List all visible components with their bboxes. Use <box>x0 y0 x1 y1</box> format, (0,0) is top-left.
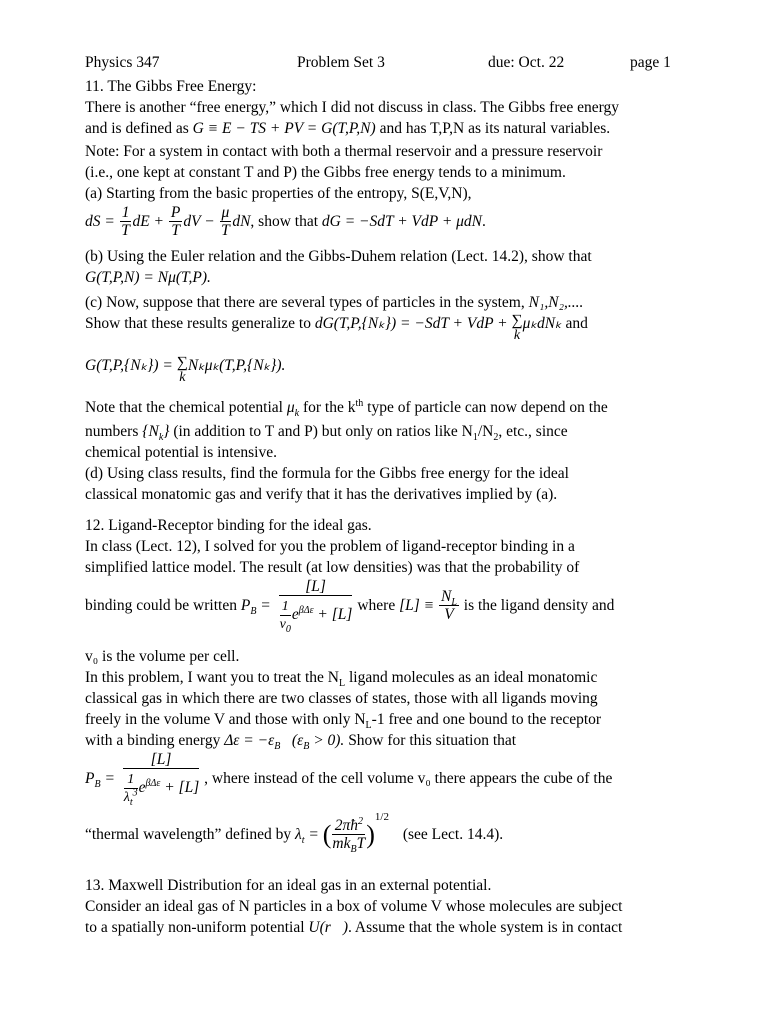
problem-12-heading: 12. Ligand-Receptor binding for the ideal gas. <box>85 517 372 534</box>
problem-12-line: simplified lattice model. The result (at low densities) was that the probability of <box>85 559 580 576</box>
problem-13-heading: 13. Maxwell Distribution for an ideal gas in an external potential. <box>85 877 492 894</box>
problem-13-line: to a spatially non-uniform potential U(r⃗). Assume that the whole system is in contact <box>85 919 623 936</box>
gibbs-definition-equation: G ≡ E − TS + PV = G(T,P,N) <box>192 120 376 137</box>
entropy-differential-equation: dS = $\frac{1}{T}$ dE + $\frac{P}{T}$ dV − $\frac{\mu}{T}$ dN, show that dG = −SdT + VdP + μdN. <box>85 204 486 239</box>
thermal-wavelength-equation: “thermal wavelength” defined by $\lambda_t$ = ( $\frac{2\pi ħ^2}{mk_BT}$ )$^{1/2}$ (see Lect. 14.4). <box>85 810 504 856</box>
problem-set-page <box>85 52 700 938</box>
generalized-gibbs-function: G(T,P,{Nₖ}) = ∑ k Nₖμₖ(T,P,{Nₖ}). <box>85 354 286 385</box>
problem-12-line: In this problem, I want you to treat the $N_L$ ligand molecules as an ideal monatomic <box>85 669 598 690</box>
gibbs-differential-equation: dG = −SdT + VdP + μdN <box>321 213 483 230</box>
note-chemical-potential: Note that the chemical potential $\mu_k$ for the $k^{th}$ type of particle can now depend on the <box>85 397 608 420</box>
problem-12-line: v₀ is the volume per cell. <box>85 648 240 665</box>
lattice-binding-probability-equation: binding could be written $P_B$ = [L] $\frac{1}{v_0}$ $e^{\beta\Delta\varepsilon} + [L]$ where [L] ≡ $\frac{N_L}{V}$ is the ligand density and <box>85 578 615 635</box>
page-header <box>85 52 700 76</box>
problem-12-line: freely in the volume V and those with only $N_L-1$ free and one bound to the receptor <box>85 711 602 732</box>
page-number: page 1 <box>630 54 671 71</box>
euler-result-equation: G(T,P,N) = Nμ(T,P). <box>85 269 211 286</box>
problem-11-line: There is another “free energy,” which I did not discuss in class. The Gibbs free energy <box>85 99 620 116</box>
part-d-line: classical monatomic gas and verify that it has the derivatives implied by (a). <box>85 486 558 503</box>
part-b-line: (b) Using the Euler relation and the Gibbs-Duhem relation (Lect. 14.2), show that <box>85 248 592 265</box>
problem-13-line: Consider an ideal gas of N particles in a box of volume V whose molecules are subject <box>85 898 623 915</box>
problem-11-heading: 11. The Gibbs Free Energy: <box>85 78 257 95</box>
ideal-gas-binding-probability-equation: $P_B$ = [L] $\frac{1}{\lambda_t^3}$ $e^{\beta\Delta\varepsilon} + [L]$ , where instead of the cell volume v₀ there appears the cube of the <box>85 751 613 808</box>
part-d-line: (d) Using class results, find the formula for the Gibbs free energy for the ideal <box>85 465 569 482</box>
due-date: due: Oct. 22 <box>488 54 565 71</box>
part-c-line: (c) Now, suppose that there are several types of particles in the system, N₁,N₂,.... <box>85 294 584 311</box>
problem-11-note: (i.e., one kept at constant T and P) the Gibbs free energy tends to a minimum. <box>85 164 566 181</box>
problem-12-line: In class (Lect. 12), I solved for you the problem of ligand-receptor binding in a <box>85 538 575 555</box>
part-a-line: (a) Starting from the basic properties of the entropy, S(E,V,N), <box>85 185 472 202</box>
note-chemical-potential: numbers $\{N_k\}$ (in addition to T and P) but only on ratios like $N_1/N_2$, etc., since <box>85 423 568 444</box>
course-name: Physics 347 <box>85 54 160 71</box>
problem-11-note: Note: For a system in contact with both a thermal reservoir and a pressure reservoir <box>85 143 603 160</box>
note-chemical-potential: chemical potential is intensive. <box>85 444 277 461</box>
problem-12-line: classical gas in which there are two classes of states, those with all ligands moving <box>85 690 598 707</box>
document-title: Problem Set 3 <box>297 54 385 71</box>
problem-11-line: and is defined as G ≡ E − TS + PV = G(T,P,N) and has T,P,N as its natural variables. <box>85 120 611 137</box>
problem-12-line: with a binding energy $\Delta\varepsilon = -\varepsilon_B$ $(\varepsilon_B > 0)$. Show for this situation that <box>85 732 517 753</box>
generalized-gibbs-differential: Show that these results generalize to dG(T,P,{Nₖ}) = −SdT + VdP + ∑ k μₖdNₖ and <box>85 312 588 343</box>
